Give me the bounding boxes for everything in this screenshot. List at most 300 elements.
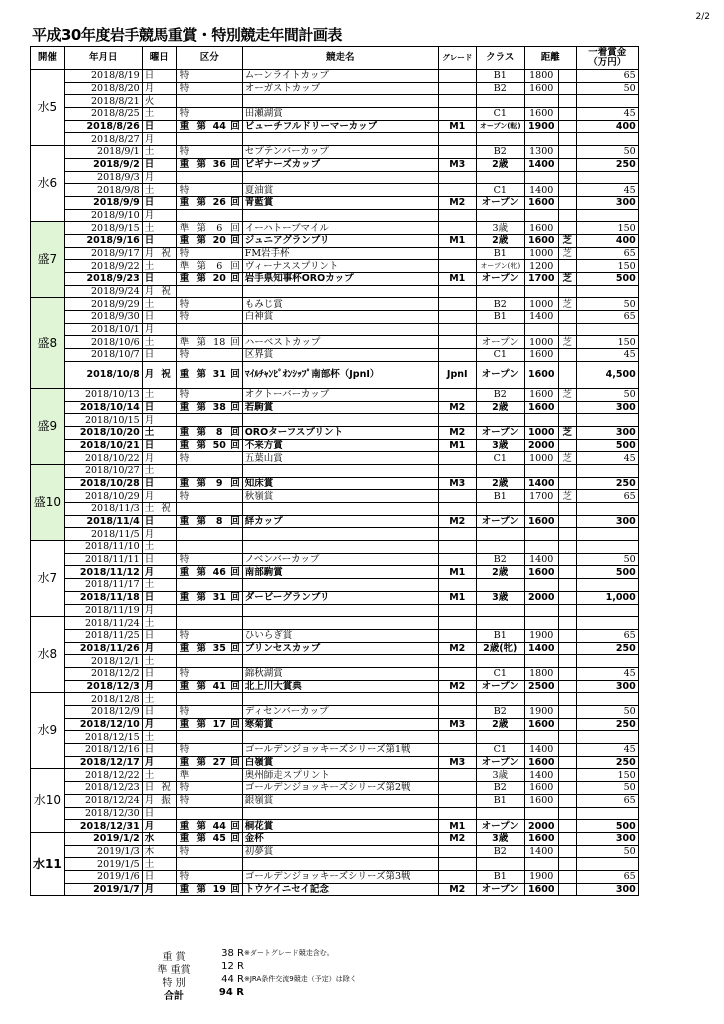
race-turf xyxy=(558,579,576,592)
race-holiday xyxy=(156,541,176,554)
race-date: 2018/9/3 xyxy=(64,171,142,184)
race-holiday xyxy=(156,222,176,235)
race-kubun: 重 xyxy=(176,426,192,439)
race-name xyxy=(242,604,438,617)
table-row xyxy=(31,744,639,757)
race-distance xyxy=(524,464,558,477)
race-dai xyxy=(192,794,210,807)
meet-label: 水5 xyxy=(31,70,65,146)
race-date: 2018/12/16 xyxy=(64,744,142,757)
race-class: C1 xyxy=(476,667,524,680)
race-date: 2018/10/29 xyxy=(64,490,142,503)
race-kai: 回 xyxy=(228,401,242,414)
race-name: ゴールデンジョッキーズシリーズ第2戦 xyxy=(242,782,438,795)
table-row xyxy=(31,171,639,184)
race-dai: 第 xyxy=(192,120,210,133)
race-class xyxy=(476,95,524,108)
race-day: 日 xyxy=(142,120,156,133)
race-day: 土 xyxy=(142,260,156,273)
race-date: 2018/12/9 xyxy=(64,706,142,719)
race-holiday xyxy=(156,146,176,159)
summary-value: 12 R xyxy=(221,961,244,972)
race-date: 2018/12/31 xyxy=(64,820,142,833)
race-day: 土 xyxy=(142,541,156,554)
race-day: 月 xyxy=(142,452,156,465)
race-kai: 回 xyxy=(228,336,242,349)
race-number xyxy=(210,617,228,630)
race-number: 6 xyxy=(210,260,228,273)
race-prize: 50 xyxy=(576,782,638,795)
race-grade xyxy=(438,298,476,311)
race-class: オープン(転) xyxy=(476,120,524,133)
race-prize xyxy=(576,503,638,516)
race-grade xyxy=(438,667,476,680)
race-kubun xyxy=(176,503,192,516)
race-holiday xyxy=(156,832,176,845)
race-turf xyxy=(558,323,576,336)
race-holiday xyxy=(156,617,176,630)
race-day: 日 xyxy=(142,477,156,490)
race-holiday xyxy=(156,490,176,503)
race-kubun: 重 xyxy=(176,566,192,579)
race-dai xyxy=(192,579,210,592)
race-kubun: 特 xyxy=(176,247,192,260)
race-dai xyxy=(192,184,210,197)
race-number xyxy=(210,629,228,642)
race-distance: 1600 xyxy=(524,782,558,795)
race-dai: 第 xyxy=(192,883,210,896)
race-class xyxy=(476,541,524,554)
race-kubun: 重 xyxy=(176,820,192,833)
race-prize: 50 xyxy=(576,298,638,311)
race-number xyxy=(210,146,228,159)
race-number xyxy=(210,845,228,858)
race-name: 秋嶺賞 xyxy=(242,490,438,503)
table-row xyxy=(31,845,639,858)
race-number xyxy=(210,82,228,95)
race-name: 白嶺賞 xyxy=(242,756,438,769)
race-dai: 第 xyxy=(192,832,210,845)
race-distance: 1600 xyxy=(524,234,558,247)
header-dow: 曜日 xyxy=(142,47,176,70)
race-dai xyxy=(192,693,210,706)
race-number xyxy=(210,604,228,617)
race-dai xyxy=(192,541,210,554)
race-kai: 回 xyxy=(228,477,242,490)
race-day: 土 xyxy=(142,146,156,159)
race-grade xyxy=(438,693,476,706)
race-distance: 1600 xyxy=(524,222,558,235)
race-prize: 45 xyxy=(576,108,638,121)
race-dai xyxy=(192,298,210,311)
race-prize: 500 xyxy=(576,566,638,579)
meet-label: 水10 xyxy=(31,769,65,832)
race-kai xyxy=(228,870,242,883)
table-row xyxy=(31,184,639,197)
race-dai: 第 xyxy=(192,566,210,579)
race-number: 19 xyxy=(210,883,228,896)
race-turf xyxy=(558,642,576,655)
race-date: 2018/12/2 xyxy=(64,667,142,680)
race-grade: M3 xyxy=(438,756,476,769)
race-distance xyxy=(524,604,558,617)
race-name xyxy=(242,655,438,668)
race-distance: 1600 xyxy=(524,361,558,388)
race-date: 2019/1/6 xyxy=(64,870,142,883)
race-number: 20 xyxy=(210,234,228,247)
race-kubun: 重 xyxy=(176,756,192,769)
race-prize xyxy=(576,209,638,222)
race-turf xyxy=(558,349,576,362)
race-kai xyxy=(228,845,242,858)
race-kubun xyxy=(176,655,192,668)
race-day: 日 xyxy=(142,439,156,452)
table-row xyxy=(31,323,639,336)
race-prize xyxy=(576,693,638,706)
table-row xyxy=(31,464,639,477)
race-turf xyxy=(558,832,576,845)
race-kai: 回 xyxy=(228,591,242,604)
race-number xyxy=(210,579,228,592)
race-class: 2歳 xyxy=(476,477,524,490)
race-date: 2018/11/4 xyxy=(64,515,142,528)
race-date: 2018/11/3 xyxy=(64,503,142,516)
race-kubun: 準 xyxy=(176,260,192,273)
race-prize xyxy=(576,858,638,871)
race-name: FM岩手杯 xyxy=(242,247,438,260)
table-row xyxy=(31,655,639,668)
race-holiday xyxy=(156,744,176,757)
race-grade xyxy=(438,807,476,820)
race-number xyxy=(210,693,228,706)
race-prize: 50 xyxy=(576,388,638,401)
race-kubun: 特 xyxy=(176,388,192,401)
race-distance: 1600 xyxy=(524,566,558,579)
race-turf xyxy=(558,401,576,414)
race-kubun: 重 xyxy=(176,439,192,452)
race-turf xyxy=(558,541,576,554)
race-day: 月 xyxy=(142,528,156,541)
race-grade xyxy=(438,336,476,349)
race-number xyxy=(210,323,228,336)
race-class xyxy=(476,655,524,668)
meet-label: 水8 xyxy=(31,617,65,693)
race-kai xyxy=(228,769,242,782)
race-holiday xyxy=(156,82,176,95)
race-distance xyxy=(524,731,558,744)
race-turf xyxy=(558,858,576,871)
race-name: もみじ賞 xyxy=(242,298,438,311)
race-turf xyxy=(558,718,576,731)
race-prize: 250 xyxy=(576,477,638,490)
race-number: 35 xyxy=(210,642,228,655)
race-grade xyxy=(438,184,476,197)
race-name: ノベンバーカップ xyxy=(242,553,438,566)
race-name: ﾏｲﾙﾁｬﾝﾋﾟｵﾝｼｯﾌﾟ南部杯（JpnⅠ） xyxy=(242,361,438,388)
race-turf xyxy=(558,756,576,769)
race-distance: 1000 xyxy=(524,298,558,311)
race-dai: 第 xyxy=(192,477,210,490)
race-dai xyxy=(192,604,210,617)
race-name xyxy=(242,858,438,871)
race-name: ハーベストカップ xyxy=(242,336,438,349)
race-distance: 1900 xyxy=(524,629,558,642)
race-prize: 300 xyxy=(576,196,638,209)
race-day: 日 xyxy=(142,870,156,883)
race-number xyxy=(210,706,228,719)
race-distance: 1200 xyxy=(524,260,558,273)
race-holiday xyxy=(156,553,176,566)
race-grade xyxy=(438,617,476,630)
race-dai: 第 xyxy=(192,591,210,604)
race-kai xyxy=(228,285,242,298)
table-row xyxy=(31,260,639,273)
race-turf xyxy=(558,604,576,617)
race-date: 2018/10/22 xyxy=(64,452,142,465)
race-dai: 第 xyxy=(192,273,210,286)
race-prize: 65 xyxy=(576,311,638,324)
race-name xyxy=(242,541,438,554)
race-distance: 1900 xyxy=(524,870,558,883)
race-holiday xyxy=(156,870,176,883)
race-distance: 1400 xyxy=(524,553,558,566)
race-distance: 2000 xyxy=(524,820,558,833)
race-turf: 芝 xyxy=(558,490,576,503)
race-day: 土 xyxy=(142,503,156,516)
race-class: オープン xyxy=(476,883,524,896)
table-row xyxy=(31,503,639,516)
race-turf xyxy=(558,158,576,171)
race-dai xyxy=(192,655,210,668)
table-row xyxy=(31,414,639,427)
race-date: 2018/11/19 xyxy=(64,604,142,617)
race-holiday xyxy=(156,769,176,782)
race-turf xyxy=(558,196,576,209)
race-class xyxy=(476,617,524,630)
race-holiday xyxy=(156,706,176,719)
race-kubun: 特 xyxy=(176,845,192,858)
race-turf xyxy=(558,617,576,630)
race-grade: M2 xyxy=(438,426,476,439)
page-number: 2/2 xyxy=(695,12,710,22)
race-prize xyxy=(576,731,638,744)
race-dai xyxy=(192,731,210,744)
race-number: 18 xyxy=(210,336,228,349)
race-holiday xyxy=(156,655,176,668)
race-number xyxy=(210,171,228,184)
race-prize: 500 xyxy=(576,820,638,833)
race-day: 月 xyxy=(142,604,156,617)
race-date: 2018/8/21 xyxy=(64,95,142,108)
race-date: 2018/11/24 xyxy=(64,617,142,630)
race-grade xyxy=(438,222,476,235)
table-row xyxy=(31,706,639,719)
race-holiday xyxy=(156,756,176,769)
race-holiday xyxy=(156,528,176,541)
race-dai xyxy=(192,311,210,324)
race-date: 2018/11/10 xyxy=(64,541,142,554)
meet-label: 水9 xyxy=(31,693,65,769)
race-number: 31 xyxy=(210,361,228,388)
race-dai: 第 xyxy=(192,222,210,235)
race-date: 2018/12/1 xyxy=(64,655,142,668)
race-grade xyxy=(438,311,476,324)
race-dai xyxy=(192,807,210,820)
race-kubun: 重 xyxy=(176,642,192,655)
race-turf xyxy=(558,439,576,452)
race-kubun xyxy=(176,171,192,184)
race-date: 2018/11/17 xyxy=(64,579,142,592)
race-prize: 300 xyxy=(576,680,638,693)
race-number xyxy=(210,807,228,820)
race-kai: 回 xyxy=(228,361,242,388)
race-name: ビューチフルドリーマーカップ xyxy=(242,120,438,133)
race-date: 2018/10/8 xyxy=(64,361,142,388)
race-kubun: 重 xyxy=(176,196,192,209)
race-prize: 400 xyxy=(576,120,638,133)
race-kai xyxy=(228,247,242,260)
race-number xyxy=(210,655,228,668)
race-name: オーガストカップ xyxy=(242,82,438,95)
race-number xyxy=(210,298,228,311)
race-kubun xyxy=(176,541,192,554)
race-prize xyxy=(576,579,638,592)
race-day: 土 xyxy=(142,655,156,668)
race-holiday: 祝 xyxy=(156,503,176,516)
race-holiday xyxy=(156,629,176,642)
race-turf xyxy=(558,566,576,579)
race-kubun: 重 xyxy=(176,718,192,731)
race-kubun: 特 xyxy=(176,108,192,121)
race-distance: 1400 xyxy=(524,642,558,655)
race-class: 3歳 xyxy=(476,769,524,782)
race-holiday xyxy=(156,95,176,108)
table-row xyxy=(31,667,639,680)
race-grade xyxy=(438,146,476,159)
race-holiday xyxy=(156,401,176,414)
race-turf: 芝 xyxy=(558,388,576,401)
race-distance: 1000 xyxy=(524,247,558,260)
race-distance: 1900 xyxy=(524,120,558,133)
race-date: 2018/8/27 xyxy=(64,133,142,146)
race-name: ディセンバーカップ xyxy=(242,706,438,719)
race-kai: 回 xyxy=(228,120,242,133)
race-class: オープン xyxy=(476,426,524,439)
race-prize xyxy=(576,528,638,541)
race-distance: 1600 xyxy=(524,794,558,807)
race-kubun: 準 xyxy=(176,336,192,349)
race-holiday xyxy=(156,579,176,592)
table-body xyxy=(31,70,639,896)
race-day: 土 xyxy=(142,298,156,311)
race-distance: 1400 xyxy=(524,184,558,197)
race-day: 月 xyxy=(142,247,156,260)
table-row xyxy=(31,196,639,209)
header-date: 年月日 xyxy=(64,47,142,70)
race-class xyxy=(476,807,524,820)
race-grade: M3 xyxy=(438,477,476,490)
race-kubun: 準 xyxy=(176,769,192,782)
race-date: 2019/1/7 xyxy=(64,883,142,896)
race-kubun xyxy=(176,807,192,820)
race-date: 2018/12/17 xyxy=(64,756,142,769)
race-number xyxy=(210,452,228,465)
race-date: 2019/1/3 xyxy=(64,845,142,858)
race-date: 2018/10/27 xyxy=(64,464,142,477)
race-grade: M2 xyxy=(438,196,476,209)
race-distance xyxy=(524,323,558,336)
race-name: ゴールデンジョッキーズシリーズ第3戦 xyxy=(242,870,438,883)
race-class: オープン xyxy=(476,820,524,833)
table-row xyxy=(31,336,639,349)
race-kai: 回 xyxy=(228,883,242,896)
race-prize: 50 xyxy=(576,553,638,566)
table-row xyxy=(31,541,639,554)
race-holiday xyxy=(156,680,176,693)
race-kai xyxy=(228,70,242,83)
race-class: 3歳 xyxy=(476,439,524,452)
race-name xyxy=(242,503,438,516)
race-number: 44 xyxy=(210,820,228,833)
race-holiday xyxy=(156,452,176,465)
race-kubun: 特 xyxy=(176,744,192,757)
race-distance: 1800 xyxy=(524,70,558,83)
race-kai xyxy=(228,617,242,630)
race-holiday: 祝 xyxy=(156,782,176,795)
race-class: B2 xyxy=(476,782,524,795)
table-row xyxy=(31,883,639,896)
race-kai: 回 xyxy=(228,756,242,769)
race-day: 土 xyxy=(142,184,156,197)
race-grade xyxy=(438,388,476,401)
race-day: 日 xyxy=(142,273,156,286)
race-distance: 1600 xyxy=(524,388,558,401)
race-number: 6 xyxy=(210,222,228,235)
race-kubun: 特 xyxy=(176,553,192,566)
race-grade xyxy=(438,782,476,795)
race-name xyxy=(242,323,438,336)
table-row xyxy=(31,158,639,171)
race-prize: 250 xyxy=(576,718,638,731)
race-day: 日 xyxy=(142,158,156,171)
race-kai: 回 xyxy=(228,680,242,693)
race-kai xyxy=(228,693,242,706)
race-dai: 第 xyxy=(192,820,210,833)
race-holiday xyxy=(156,298,176,311)
race-name: 青藍賞 xyxy=(242,196,438,209)
race-day: 日 xyxy=(142,553,156,566)
race-grade: M1 xyxy=(438,566,476,579)
race-prize: 300 xyxy=(576,515,638,528)
race-dai xyxy=(192,70,210,83)
race-date: 2018/11/5 xyxy=(64,528,142,541)
race-distance xyxy=(524,95,558,108)
race-turf: 芝 xyxy=(558,234,576,247)
race-dai: 第 xyxy=(192,439,210,452)
race-holiday xyxy=(156,70,176,83)
race-class: B2 xyxy=(476,845,524,858)
race-turf xyxy=(558,70,576,83)
table-row xyxy=(31,70,639,83)
page-title: 平成30年度岩手競馬重賞・特別競走年間計画表 xyxy=(32,26,342,44)
race-day: 土 xyxy=(142,693,156,706)
race-class: C1 xyxy=(476,184,524,197)
race-prize: 45 xyxy=(576,349,638,362)
race-kai xyxy=(228,629,242,642)
race-kai xyxy=(228,731,242,744)
race-day: 土 xyxy=(142,769,156,782)
race-kai xyxy=(228,452,242,465)
